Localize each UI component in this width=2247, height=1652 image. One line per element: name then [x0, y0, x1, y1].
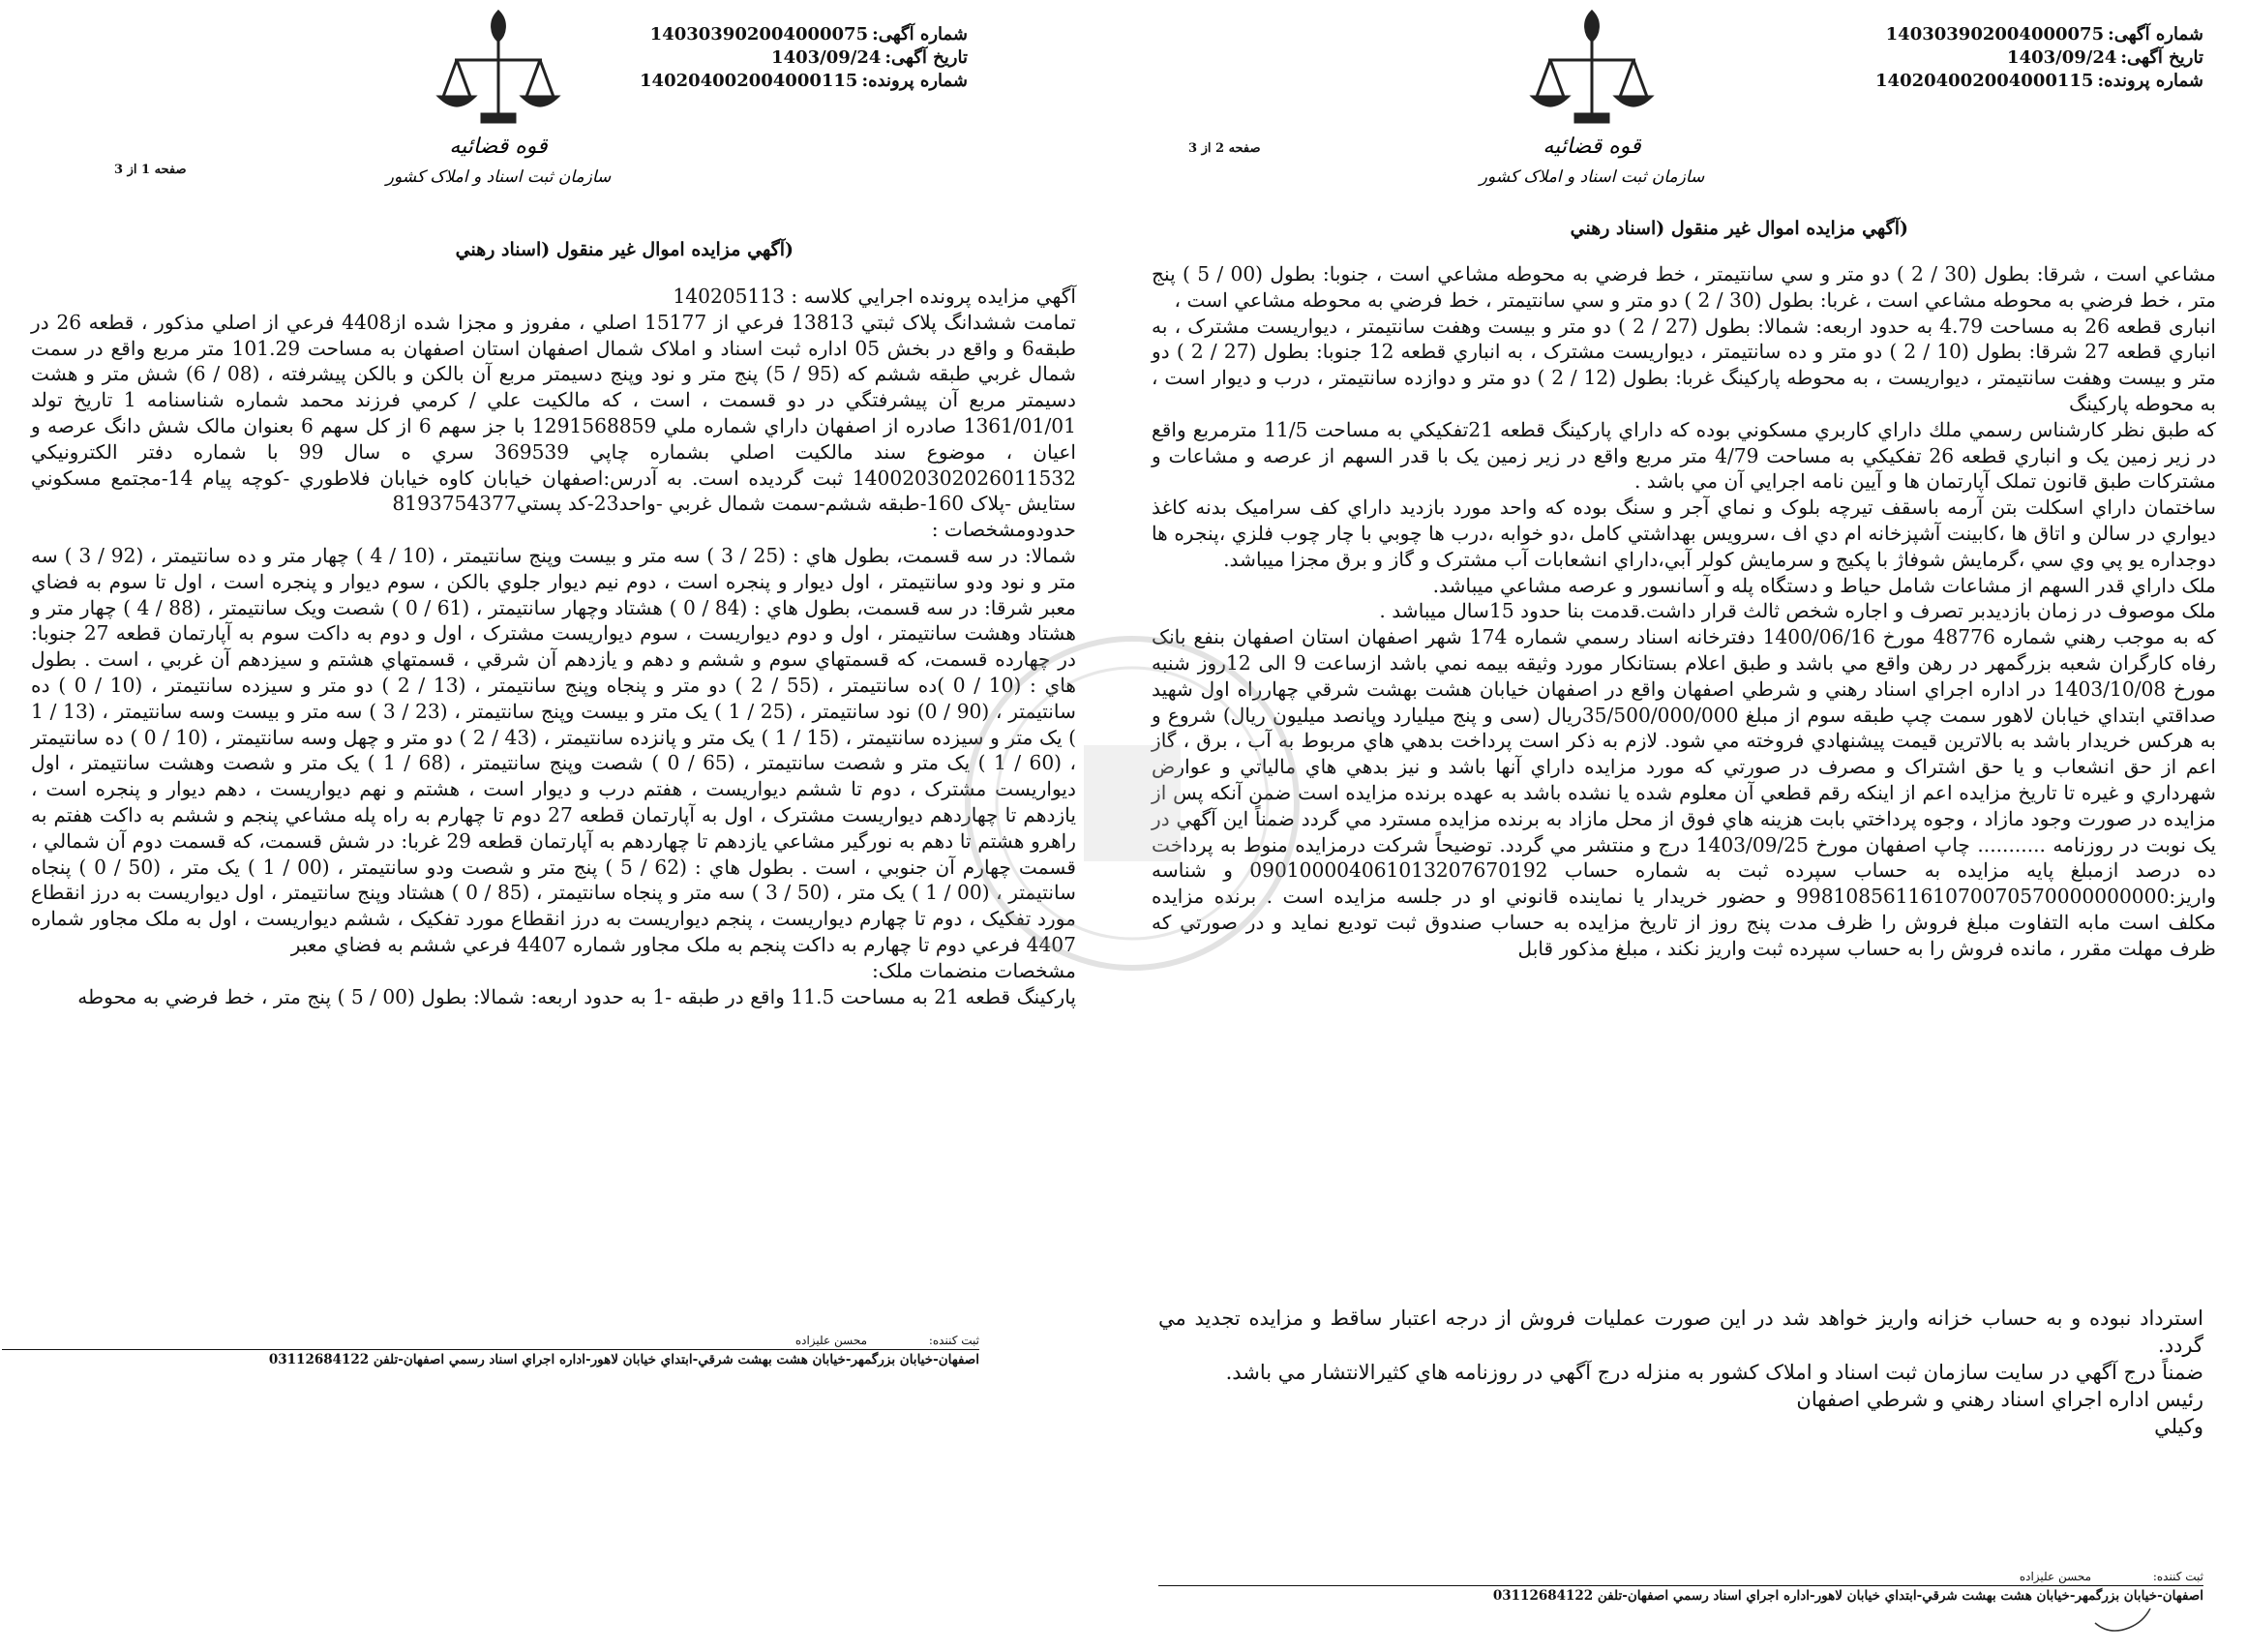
- paragraph: پاركينگ قطعه 21 به مساحت 11.5 واقع در طبقه -1 به حدود اربعه: شمالا: بطول (00 / 5 ) پنج متر ، خط فرضي به محوطه: [77, 984, 1076, 1008]
- file-number: 140204002004000115: [640, 71, 858, 91]
- ad-number-label: شماره آگهی:: [2108, 24, 2203, 45]
- page-title: (آگهي مزايده اموال غير منقول (اسناد رهني: [455, 239, 794, 260]
- watermark-seal-icon: [948, 600, 1316, 1006]
- org-name-line1: قوه قضائیه: [1543, 135, 1641, 159]
- ad-date-label: تاریخ آگهی:: [884, 47, 968, 68]
- file-number: 140204002004000115: [1875, 71, 2094, 91]
- file-number-label: شماره پرونده:: [2097, 71, 2203, 91]
- ad-date: 1403/09/24: [2007, 47, 2117, 68]
- paragraph: انباری قطعه 26 به مساحت 4.79 به حدود اربعه: شمالا: بطول (27 / 2 ) دو متر و بيست وهفت سانتيمتر ، ديواريست مشترک ، به انباري قطعه 27 شرقا: بطول (10 / 2 ) دو متر و ده سانتيمتر ، ديواريست مشترک ، به انباري قطعه 12 جنوبا: بطول (27 / 2 ) دو متر و بيست وهفت سانتيمتر ، ديواريست ، به محوطه پاركينگ غربا: بطول (12 / 2 ) دو متر و دوازده سانتيمتر ، درب و ديوار است ، به محوطه پاركينگ: [1152, 314, 2217, 415]
- registrar-name: محسن عليزاده: [794, 1334, 868, 1347]
- signatory-name: وكيلي: [2154, 1415, 2203, 1438]
- office-address: اصفهان-خيابان بزرگمهر-خيابان هشت بهشت شرقي-ابتداي خيابان لاهور-اداره اجراي اسناد رسمي اصفهان-تلفن 03112684122: [1158, 1585, 2203, 1604]
- ad-body-text: [31, 284, 1076, 1009]
- paragraph: ساختمان داراي اسكلت بتن آرمه باسقف تيرچه بلوک و نماي آجر و سنگ بوده كه واحد مورد بازديد داراي كف سراميک بدنه كاغذ ديواري در سالن و اتاق ها ،كابينت آشپزخانه ام دي اف ،سرويس بهداشتي كامل ،دو خوابه ،درب ها چوبي با چار چوب فلزي ،پنجره ها دوجداره يو پي وي سي ،گرمايش شوفاژ با پكيج و سرمايش كولر آبي،داراي انشعابات آب مشترک و گاز و برق مجزا ميباشد.: [1152, 496, 2217, 571]
- page-title: (آگهي مزايده اموال غير منقول (اسناد رهني: [1570, 218, 1908, 239]
- org-name-line1: قوه قضائیه: [449, 135, 548, 159]
- org-name-line2: سازمان ثبت اسناد و املاک کشور: [385, 167, 612, 187]
- ad-closing-text: [1158, 1305, 2203, 1440]
- paragraph: كه طبق نظر كارشناس رسمي ملك داراي كاربري مسكوني بوده كه داراي پاركينگ قطعه 21تفكيكي به مساحت 11/5 مترمربع واقع در زير زمين يک و انباري قطعه 26 تفكيكي به مساحت 4/79 متر مربع واقع در زير زمين يک با قدر السهم از عرصه و مشاعات و مشتركات طبق قانون تملک آپارتمان ها و آيين نامه اجرايي آن مي باشد .: [1152, 417, 2216, 494]
- paragraph: ضمناً درج آگهي در سايت سازمان ثبت اسناد و املاک كشور به منزله درج آگهي در روزنامه هاي كثيرالانتشار مي باشد.: [1225, 1361, 2203, 1384]
- header-meta: [640, 23, 968, 93]
- paragraph: تمامت ششدانگ پلاک ثبتي 13813 فرعي از 15177 اصلي ، مفروز و مجزا شده از4408 فرعي از اصلي مذكور ، قطعه 26 در طبقه6 و واقع در بخش 05 اداره ثبت اسناد و املاک شمال اصفهان استان اصفهان به مساحت 101.29 متر مربع واقع در سمت شمال غربي طبقه ششم كه (95 / 5) پنج متر و نود وپنج دسيمتر مربع آن بالكن و بالكن پيشرفته ، (08 / 6) شش متر و هشت دسيمتر مربع آن پيشرفتگي در دو قسمت ، است ، كه مالكيت علي / كرمي فرزند محمد شماره شناسنامه 1 تاريخ تولد 1361/01/01 صادره از اصفهان داراي شماره ملي 1291568859 با جز سهم 6 از كل سهم 6 بعنوان مالک شش دانگ عرصه و اعيان ، موضوع سند مالكيت اصلي بشماره چاپي 369539 سري ه سال 99 با شماره دفتر الكترونيكي 140020302026011532 ثبت گرديده است. به آدرس:اصفهان خيابان كاوه خيابان فلاطوري -كوچه پيام 14-مجتمع مسكوني ستايش -پلاک 160-طبقه ششم-سمت شمال غربي -واحد23-كد پستي8193754377: [31, 310, 1077, 516]
- paragraph: استرداد نبوده و به حساب خزانه واريز خواهد شد در اين صورت عمليات فروش از درجه اعتبار ساقط و مزايده تجديد مي گردد.: [1158, 1307, 2203, 1357]
- ad-number: 140303902004000075: [649, 24, 869, 45]
- page-number: صفحه 1 از 3: [114, 163, 187, 177]
- judiciary-emblem-icon: [385, 0, 612, 203]
- signatory-title: رئيس اداره اجراي اسناد رهني و شرطي اصفهان: [1796, 1388, 2203, 1411]
- header-meta: [1875, 23, 2203, 93]
- org-name-line2: سازمان ثبت اسناد و املاک کشور: [1479, 167, 1705, 187]
- judiciary-emblem-icon: [1479, 0, 1705, 203]
- ad-date-label: تاریخ آگهی:: [2120, 47, 2203, 68]
- page-1: [0, 0, 1103, 1652]
- signature-mark-icon: [2090, 1599, 2158, 1637]
- registrar-label: ثبت كننده:: [2152, 1570, 2203, 1583]
- registrar-label: ثبت كننده:: [928, 1334, 979, 1347]
- paragraph: مشاعي است ، شرقا: بطول (30 / 2 ) دو متر و سي سانتيمتر ، خط فرضي به محوطه مشاعي است ، جنوبا: بطول (00 / 5 ) پنج متر ، خط فرضي به محوطه مشاعي است ، غربا: بطول (30 / 2 ) دو متر و سي سانتيمتر ، خط فرضي به محوطه مشاعي است ،: [1152, 262, 2216, 312]
- file-number-label: شماره پرونده:: [861, 71, 968, 91]
- ad-number: 140303902004000075: [1885, 24, 2105, 45]
- paragraph: كه به موجب رهني شماره 48776 مورخ 1400/06/16 دفترخانه اسناد رسمي شماره 174 شهر اصفهان استان اصفهان بنفع بانک رفاه كارگران شعبه بزرگمهر در رهن واقع مي باشد و طبق اعلام بستانكار مورد وثيقه بيمه نمي باشد ازساعت 9 الی 12روز شنبه مورخ 1403/10/08 در اداره اجراي اسناد رهني و شرطي اصفهان واقع در اصفهان خيابان هشت بهشت شرقي چهارراه اول شهيد صداقتي ابتداي خيابان لاهور سمت چپ طبقه سوم از مبلغ 35/500/000/000ريال (سی و پنج میلیارد وپانصد میلیون ریال) شروع و به هركس خريدار باشد به بالاترين قيمت پيشنهادي فروخته مي شود. لازم به ذكر است پرداخت بدهي هاي مربوط به آب ، برق ، گاز اعم از حق انشعاب و يا حق اشتراک و مصرف در صورتي كه مورد مزايده داراي آنها باشد و نيز بدهي هاي مالياتي و عوارض شهرداري و غيره تا تاريخ مزايده اعم از اينكه رقم قطعي آن معلوم شده يا نشده باشد به عهده برنده مزايده است ضمن آنكه پس از مزايده در صورت وجود مازاد ، وجوه پرداختي بابت هزينه هاي فوق از محل مازاد به برنده مزايده مسترد مي گردد ضمناً اين آگهي در يک نوبت در روزنامه ........... چاپ اصفهان مورخ 1403/09/25 درج و منتشر مي گردد. توضيحاً شركت درمزايده منوط به پرداخت ده درصد ازمبلغ پايه مزايده به حساب سپرده ثبت به شماره حساب 0901000040610132076701‌92 و شناسه واريز:998108561161070070570000000000 و حضور خريدار يا نماينده قانوني او در جلسه مزايده است . برنده مزايده مكلف است مابه التفاوت مبلغ فروش را ظرف مدت پنج روز از تاريخ مزايده به حساب صندوق ثبت توديع نمايد و در صورتي كه ظرف مهلت مقرر ، مانده فروش را به حساب سپرده ثبت واريز نكند ، مبلغ مذكور قابل: [1152, 625, 2216, 960]
- section-heading: حدودومشخصات :: [931, 518, 1076, 542]
- section-heading: مشخصات منضمات ملک:: [872, 958, 1076, 982]
- paragraph: ملک داراي قدر السهم از مشاعات شامل حياط و دستگاه پله و آسانسور و عرصه مشاعي ميباشد.: [1432, 573, 2216, 597]
- ad-number-label: شماره آگهی:: [872, 24, 968, 45]
- case-number-line: آگهي مزايده پرونده اجرايي كلاسه : 140205113: [673, 285, 1076, 308]
- page-footer: [2, 1334, 979, 1367]
- paragraph: ملک موصوف در زمان بازديدبر تصرف و اجاره شخص ثالث قرار داشت.قدمت بنا حدود 15سال ميباشد .: [1379, 599, 2216, 623]
- page-number: صفحه 2 از 3: [1188, 141, 1261, 156]
- ad-date: 1403/09/24: [771, 47, 882, 68]
- page-footer: [1158, 1570, 2203, 1604]
- registrar-name: محسن عليزاده: [2019, 1570, 2092, 1583]
- office-address: اصفهان-خيابان بزرگمهر-خيابان هشت بهشت شرقي-ابتداي خيابان لاهور-اداره اجراي اسناد رسمي اصفهان-تلفن 03112684122: [2, 1349, 979, 1367]
- paragraph: شمالا: در سه قسمت، بطول هاي : (25 / 3 ) سه متر و بيست وپنج سانتيمتر ، (10 / 4 ) چهار متر و ده سانتيمتر ، (92 / 3 ) سه متر و نود ودو سانتيمتر ، اول ديوار و پنجره است ، دوم نيم ديوار جلوي بالكن ، سوم ديوار و پنجره است ، اول تا سوم به فضاي معبر شرقا: در سه قسمت، بطول هاي : (84 / 0 ) هشتاد وچهار سانتيمتر ، (61 / 0 ) شصت ويک سانتيمتر ، (88 / 4 ) چهار متر و هشتاد وهشت سانتيمتر ، اول و دوم ديواريست ، سوم ديواريست مشترک ، اول و دوم به داكت سوم به آپارتمان قطعه 27 جنوبا: در چهارده قسمت، كه قسمتهاي سوم و ششم و دهم و يازدهم آن شرقي ، قسمتهاي هشتم و سيزدهم آن غربي ، است . بطول هاي : (10 / 0 )ده سانتيمتر ، (55 / 2 ) دو متر و پنجاه وپنج سانتيمتر ، (13 / 2 ) دو متر و سيزده سانتيمتر ، (10 / 0 ) ده سانتيمتر ، (90 / 0) نود سانتيمتر ، (25 / 1 ) يک متر و بيست وپنج سانتيمتر ، (23 / 3 ) سه متر و بيست وسه سانتيمتر ، (13 / 1 ) يک متر و سيزده سانتيمتر ، (15 / 1 ) يک متر و پانزده سانتيمتر ، (43 / 2 ) دو متر و چهل وسه سانتيمتر ، (10 / 0 ) ده سانتيمتر ، (60 / 1 ) يک متر و شصت سانتيمتر ، (65 / 0 ) شصت وپنج سانتيمتر ، (68 / 1 ) يک متر و شصت وهشت سانتيمتر ، اول ديواريست مشترک ، دوم تا ششم ديواريست ، هفتم درب و ديوار است ، هشتم و نهم ديواريست ، دهم ديوار و پنجره است ، يازدهم تا چهاردهم ديواريست مشترک ، اول به آپارتمان قطعه 27 دوم تا چهارم به راه پله مشاعي پنجم و ششم به داكت هفتم به راهرو هشتم تا دهم به نورگير مشاعي يازدهم تا چهاردهم به آپارتمان قطعه 29 غربا: در شش قسمت، كه قسمت دوم آن شمالي ، قسمت چهارم آن جنوبي ، است . بطول هاي : (62 / 5 ) پنج متر و شصت ودو سانتيمتر ، (00 / 1 ) يک متر ، (50 / 0 ) پنجاه سانتيمتر ، (00 / 1 ) يک متر ، (50 / 3 ) سه متر و پنجاه سانتيمتر ، (85 / 0 ) هشتاد وپنج سانتيمتر ، اول ديواريست به درز انقطاع مورد تفكيک ، دوم تا چهارم ديواريست ، پنجم ديواريست به درز انقطاع مورد تفكيک ، ششم ديواريست ، اول به ملک مجاور شماره 4407 فرعي دوم تا چهارم به داكت پنجم به ملک مجاور شماره 4407 فرعي ششم به فضاي معبر: [31, 543, 1077, 956]
